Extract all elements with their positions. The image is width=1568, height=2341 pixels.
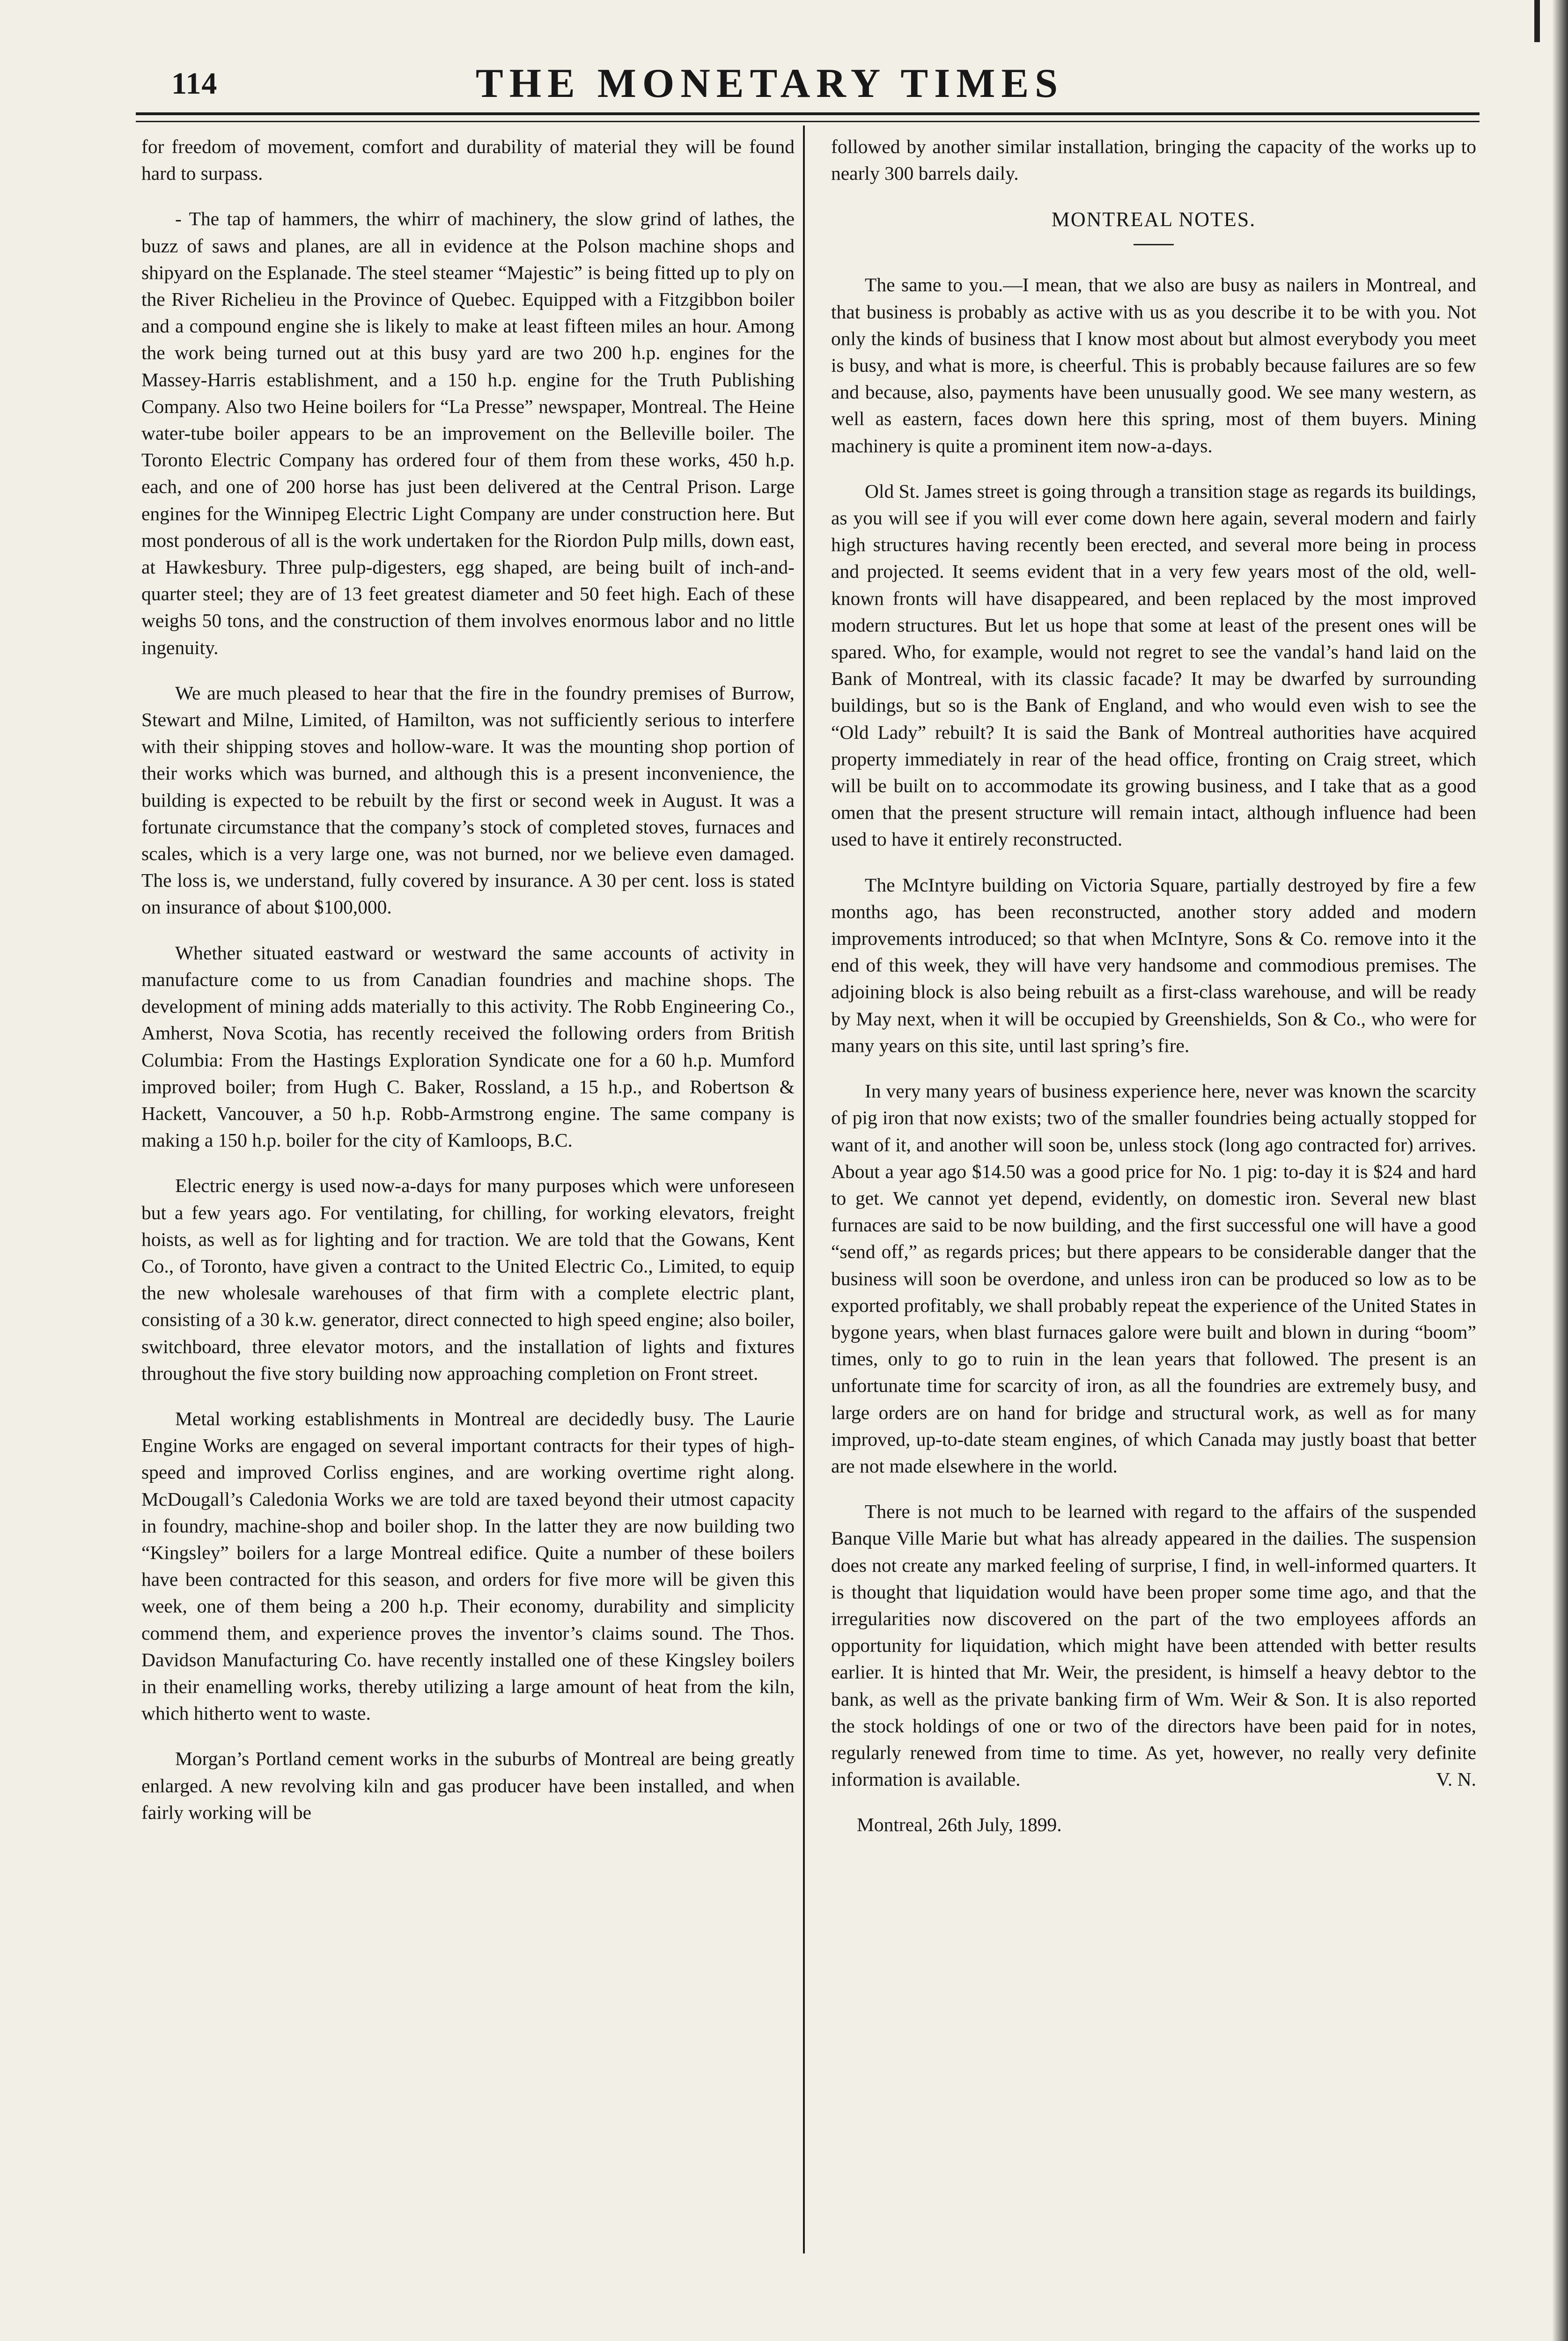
- article-paragraph: for freedom of movement, comfort and durability of material they will be found hard to surpass.: [141, 136, 795, 184]
- header-rule: [136, 112, 1480, 115]
- scan-edge-mark: [1534, 0, 1540, 42]
- column-divider: [803, 125, 805, 2253]
- notes-paragraph: In very many years of business experience here, never was known the scarcity of pig iron that now exists; two of the smaller foundries being actually stopped for want of it, and another will soon be, unless stock (long ago contracted for) arrives. About a year ago $14.50 was a good price for No. 1 pig: to-day it is $24 and hard to get. We cannot yet depend, evidently, on domestic iron. Several new blast furnaces are said to be now building, and the first successful one will have a good “send off,” as regards prices; but there appears to be considerable danger that the business will soon be overdone, and unless iron can be produced so low as to be exported profitably, we shall probably repeat the experience of the United States in bygone years, when blast furnaces galore were built and blown in during “boom” times, only to go to ruin in the lean years that followed. The present is an unfortunate time for scarcity of iron, as all the foundries are extremely busy, and large orders are on hand for bridge and structural work, as well as for many improved, up-to-date steam engines, of which Canada may justly boast that better are not made elsewhere in the world.: [831, 1080, 1476, 1477]
- right-column: [831, 133, 1476, 1838]
- header-rule-thin: [136, 121, 1480, 122]
- scan-edge-shadow: [1552, 0, 1568, 2341]
- article-paragraph: Morgan’s Portland cement works in the suburbs of Montreal are being greatly enlarged. A new revolving kiln and gas producer have been installed, and when fairly working will be: [141, 1748, 795, 1823]
- section-rule: [1134, 244, 1174, 245]
- page-number: 114: [171, 66, 218, 101]
- signature-line: [831, 1766, 1476, 1793]
- article-paragraph: Whether situated eastward or westward the same accounts of activity in manufacture come to us from Canadian foundries and machine shops. The development of mining adds materially to this activity. The Robb Engineering Co., Amherst, Nova Scotia, has recently received the following orders from British Columbia: From the Hastings Exploration Syndicate one for a 60 h.p. Mumford improved boiler; from Hugh C. Baker, Rossland, a 15 h.p., and Robertson & Hackett, Vancouver, a 50 h.p. Robb-Armstrong engine. The same company is making a 150 h.p. boiler for the city of Kamloops, B.C.: [141, 942, 795, 1151]
- continued-paragraph: followed by another similar installation, bringing the capacity of the works up to nearly 300 barrels daily.: [831, 136, 1476, 184]
- article-paragraph: We are much pleased to hear that the fire in the foundry premises of Burrow, Stewart and Milne, Limited, of Hamilton, was not sufficiently serious to interfere with their shipping stoves and hollow-ware. It was the mounting shop portion of their works which was burned, and although this is a present inconvenience, the building is expected to be rebuilt by the first or second week in August. It was a fortunate circumstance that the company’s stock of completed stoves, furnaces and scales, which is a very large one, was not burned, nor we believe even damaged. The loss is, we understand, fully covered by insurance. A 30 per cent. loss is stated on insurance of about $100,000.: [141, 682, 795, 918]
- article-paragraph: - The tap of hammers, the whirr of machinery, the slow grind of lathes, the buzz of saws and planes, are all in evidence at the Polson machine shops and shipyard on the Esplanade. The steel steamer “Majestic” is being fitted up to ply on the River Richelieu in the Province of Quebec. Equipped with a Fitzgibbon boiler and a compound engine she is likely to make at least fifteen miles an hour. Among the work being turned out at this busy yard are two 200 h.p. engines for the Massey-Harris establishment, and a 150 h.p. engine for the Truth Publishing Company. Also two Heine boilers for “La Presse” newspaper, Montreal. The Heine water-tube boiler appears to be an improvement on the Belleville boiler. The Toronto Electric Company has ordered four of them from these works, 450 h.p. each, and one of 200 horse has just been delivered at the Central Prison. Large engines for the Winnipeg Electric Light Company are under construction here. But most ponderous of all is the work undertaken for the Riordon Pulp mills, down east, at Hawkesbury. Three pulp-digesters, egg shaped, are being built of inch-and-quarter steel; they are of 13 feet greatest diameter and 50 feet high. Each of these weighs 50 tons, and the construction of them involves enormous labor and no little ingenuity.: [141, 208, 795, 658]
- left-column: [141, 133, 795, 1845]
- masthead-title: THE MONETARY TIMES: [476, 61, 1064, 106]
- article-paragraph: Metal working establishments in Montreal are decidedly busy. The Laurie Engine Works are engaged on several important contracts for their types of high-speed and improved Corliss engines, and are working overtime right along. McDougall’s Caledonia Works we are told are taxed beyond their utmost capacity in foundry, machine-shop and boiler shop. In the latter they are now building two “Kingsley” boilers for a large Montreal edifice. Quite a number of these boilers have been contracted for this season, and orders for five more will be given this week, one of them being a 200 h.p. Their economy, durability and simplicity commend them, and experience proves the inventor’s claims sound. The Thos. Davidson Manufacturing Co. have recently installed one of these Kingsley boilers in their enamelling works, thereby utilizing a large amount of heat from the kiln, which hitherto went to waste.: [141, 1407, 795, 1724]
- notes-paragraph: The McIntyre building on Victoria Square, partially destroyed by fire a few months ago, has been reconstructed, another story added and modern improvements introduced; so that when McIntyre, Sons & Co. remove into it the end of this week, they will have very handsome and commodious premises. The adjoining block is also being rebuilt as a first-class warehouse, and will be ready by May next, when it will be occupied by Greenshields, Son & Co., who were for many years on this site, until last spring’s fire.: [831, 874, 1476, 1056]
- dateline: Montreal, 26th July, 1899.: [857, 1814, 1062, 1836]
- article-paragraph: Electric energy is used now-a-days for many purposes which were unforeseen but a few years ago. For ventilating, for chilling, for working elevators, freight hoists, as well as for lighting and for traction. We are told that the Gowans, Kent Co., of Toronto, have given a contract to the United Electric Co., Limited, to equip the new wholesale warehouses of that firm with a complete electric plant, consisting of a 30 k.w. generator, direct connected to high speed engine; also boiler, switchboard, three elevator motors, and the installation of lights and fixtures throughout the five story building now approaching completion on Front street.: [141, 1175, 795, 1384]
- section-heading: MONTREAL NOTES.: [1051, 208, 1256, 231]
- notes-paragraph: The same to you.—I mean, that we also are busy as nailers in Montreal, and that business is probably as active with us as you describe it to be with you. Not only the kinds of business that I know most about but almost everybody you meet is busy, and what is more, is cheerful. This is probably because failures are so few and because, also, payments have been unusually good. We see many western, as well as eastern, faces down here this spring, most of them buyers. Mining machinery is quite a prominent item now-a-days.: [831, 274, 1476, 456]
- notes-paragraph: There is not much to be learned with regard to the affairs of the suspended Banque Ville Marie but what has already appeared in the dailies. The suspension does not create any marked feeling of surprise, I find, in well-informed quarters. It is thought that liquidation would have been proper some time ago, and that the irregularities now discovered on the part of the two employees affords an opportunity for liquidation, which might have been attended with better results earlier. It is hinted that Mr. Weir, the president, is himself a heavy debtor to the bank, as well as the private banking firm of Wm. Weir & Son. It is also reported the stock holdings of one or two of the directors have been paid for in notes, regularly renewed from time to time. As yet, however, no really very definite information is available.: [831, 1501, 1476, 1790]
- signature: V. N.: [1436, 1768, 1476, 1790]
- notes-paragraph: Old St. James street is going through a transition stage as regards its buildings, as you will see if you will ever come down here again, several modern and fairly high structures having recently been erected, and several more being in process and projected. It seems evident that in a very few years most of the old, well-known fronts will have disappeared, and been replaced by the most improved modern structures. But let us hope that some at least of the present ones will be spared. Who, for example, would not regret to see the vandal’s hand laid on the Bank of Montreal, with its classic facade? It may be dwarfed by surrounding buildings, but so is the Bank of England, and who would even wish to see the “Old Lady” rebuilt? It is said the Bank of Montreal authorities have acquired property immediately in rear of the head office, fronting on Craig street, which will be built on to accommodate its growing business, and I take that as a good omen that the present structure will remain intact, although influence had been used to have it entirely reconstructed.: [831, 480, 1476, 850]
